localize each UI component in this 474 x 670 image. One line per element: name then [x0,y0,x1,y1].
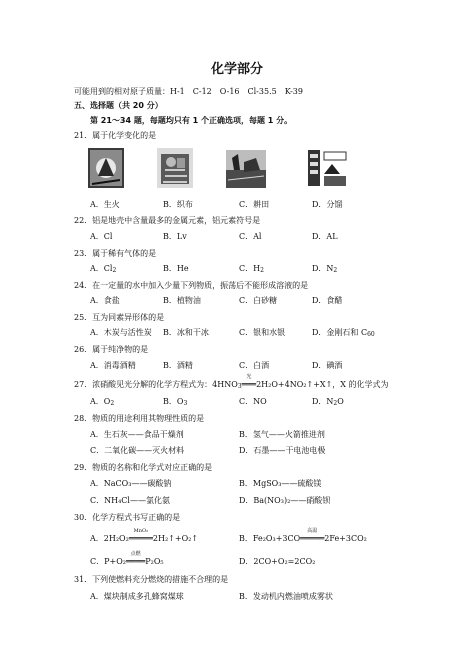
q28-option-d: D．石墨——干电池电极 [239,446,326,455]
q23-option-a: A．Cl2 [90,264,117,274]
q29-option-d: D．Ba(NO₃)₂——硝酸钡 [239,496,331,505]
q24-option-b: B．植物油 [163,296,201,305]
q26-option-b: B．酒精 [163,361,193,370]
q30-option-c: C．P+O₂ 点燃 ════P₂O₅ [90,551,164,566]
q30-option-a: A．2H₂O₂ MnO₂ ═════2H₂↑+O₂↑ [90,528,199,543]
q21-stem: 21．属于化学变化的是 [74,131,157,140]
q27-option-c: C．NO [239,397,267,406]
q23-stem: 23．属于稀有气体的是 [74,249,157,258]
mno2-condition-arrow: MnO₂ ═════ [128,528,153,543]
q30-stem: 30．化学方程式书写正确的是 [74,513,181,522]
q24-stem: 24．在一定量的水中加入少量下列物质，振荡后不能形成溶液的是 [74,281,309,290]
q21-option-d: D．分馏 [312,200,343,209]
q22-option-d: D．AL [312,232,338,241]
q31-option-a: A．煤块制成多孔蜂窝煤球 [90,592,184,601]
q21-option-a: A．生火 [90,200,120,209]
q25-option-a: A．木炭与活性炭 [90,328,152,337]
plowing-picture [226,150,266,188]
q28-stem: 28．物质的用途利用其物理性质的是 [74,414,205,423]
q22-option-a: A．Cl [90,232,113,241]
instructions: 第 21～34 题，每题均只有 1 个正确选项，每题 1 分。 [90,116,293,125]
q25-option-c: C．银和水银 [239,328,286,337]
q25-stem: 25．互为同素异形体的是 [74,313,165,322]
q22-option-b: B．Lv [163,232,187,241]
q23-option-d: D．N2 [312,264,338,274]
q25-option-b: B．冰和干冰 [163,328,209,337]
q22-option-c: C．Al [239,232,262,241]
q31-option-b: B．发动机内燃油喷成雾状 [239,592,333,601]
q27-option-b: B．O3 [163,397,188,407]
q22-stem: 22．铝是地壳中含量最多的金属元素，铝元素符号是 [74,216,261,225]
q26-option-a: A．消毒酒精 [90,361,136,370]
q29-option-a: A．NaCO₃——碳酸钠 [90,479,172,488]
section-heading: 五、选择题（共 20 分） [74,101,163,110]
q26-option-d: D．碘酒 [312,361,343,370]
fire-making-picture [88,148,124,188]
ignition-condition-arrow: 点燃 ════ [125,551,146,566]
q21-option-b: B．织布 [163,200,193,209]
q29-option-b: B．MgSO₃——硫酸镁 [239,479,322,488]
weaving-picture [157,148,193,188]
q25-option-d: D．金刚石和 C60 [312,328,375,338]
q29-stem: 29．物质的名称和化学式对应正确的是 [74,463,213,472]
q24-option-d: D．食醋 [312,296,343,305]
q27-option-d: D．N2O [312,397,344,407]
q29-option-c: C．NH₄Cl——氯化氨 [90,496,170,505]
q26-stem: 26．属于纯净物的是 [74,345,149,354]
q30-option-b: B．Fe₂O₃+3CO 高温 ═════2Fe+3CO₂ [239,528,367,543]
light-condition-arrow: 光 ═══ [241,374,257,389]
atomic-masses: 可能用到的相对原子质量：H-1 C-12 O-16 Cl-35.5 K-39 [74,87,303,96]
q28-option-b: B．氢气——火箭推进剂 [239,430,325,439]
q28-option-c: C．二氧化碳——灭火材料 [90,446,185,455]
q23-option-c: C．H2 [239,264,264,274]
q27-stem: 27．浓硝酸见光分解的化学方程式为：4HNO3 光 ═══2H₂O+4NO₂↑+X↑，X 的化学式为 [74,374,389,390]
q30-option-d: D．2CO+O₂=2CO₂ [239,557,316,566]
q27-option-a: A．O2 [90,397,115,407]
q26-option-c: C．白酒 [239,361,270,370]
high-temperature-condition-arrow: 高温 ═════ [300,528,325,543]
q28-option-a: A．生石灰——食品干燥剂 [90,430,184,439]
q21-option-c: C．耕田 [239,200,270,209]
q31-stem: 31．下列使燃料充分燃烧的措施不合理的是 [74,575,229,584]
distillation-apparatus-picture [306,148,348,188]
q24-option-c: C．白砂糖 [239,296,278,305]
q23-option-b: B．He [163,264,189,273]
q24-option-a: A．食盐 [90,296,120,305]
page-title: 化学部分 [210,62,263,77]
